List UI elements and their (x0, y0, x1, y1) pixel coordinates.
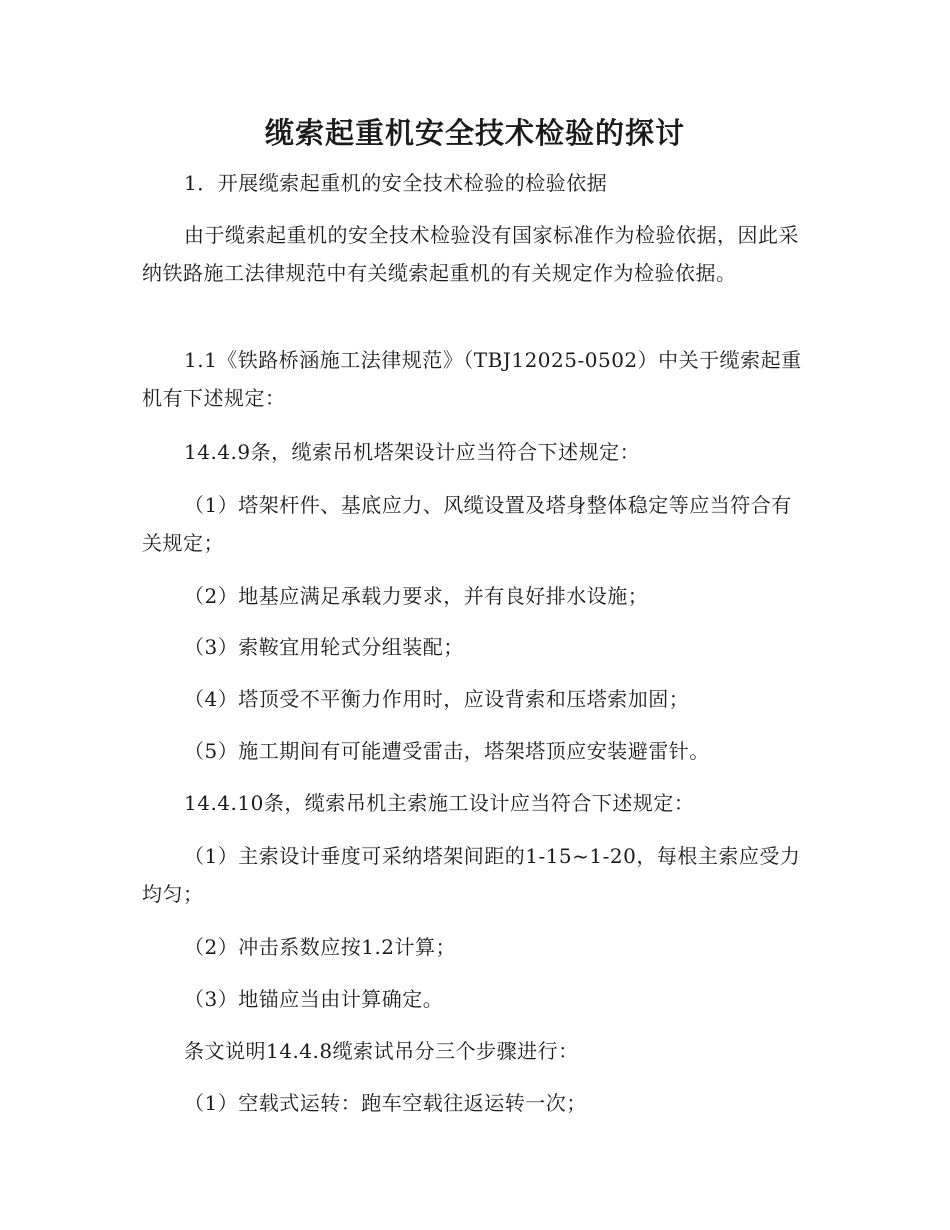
document-title: 缆索起重机安全技术检验的探讨 (264, 116, 685, 150)
paragraph-section-1-1: 1.1《铁路桥涵施工法律规范》（TBJ12025-0502）中关于缆索起重机有下述规定： (142, 348, 802, 410)
paragraph-heading-1: 1．开展缆索起重机的安全技术检验的检验依据 (184, 171, 608, 195)
paragraph-main-cable-item-3: （3）地锚应当由计算确定。 (184, 987, 444, 1011)
paragraph-main-cable-item-2: （2）冲击系数应按1.2计算； (184, 935, 457, 959)
paragraph-item-4: （4）塔顶受不平衡力作用时，应设背索和压塔索加固； (184, 687, 690, 711)
paragraph-clause-14-4-9: 14.4.9条，缆索吊机塔架设计应当符合下述规定： (184, 440, 641, 464)
paragraph-item-2: （2）地基应满足承载力要求，并有良好排水设施； (184, 584, 649, 608)
paragraph-test-step-1: （1）空载式运转：跑车空载往返运转一次； (184, 1091, 587, 1115)
paragraph-item-3: （3）索鞍宜用轮式分组装配； (184, 635, 464, 659)
paragraph-clause-14-4-10: 14.4.10条，缆索吊机主索施工设计应当符合下述规定： (184, 791, 695, 815)
paragraph-item-1: （1）塔架杆件、基底应力、风缆设置及塔身整体稳定等应当符合有关规定； (142, 493, 792, 555)
paragraph-clause-explanation: 条文说明14.4.8缆索试吊分三个步骤进行： (184, 1039, 579, 1063)
paragraph-basis: 由于缆索起重机的安全技术检验没有国家标准作为检验依据，因此采纳铁路施工法律规范中有关缆索起重机的有关规定作为检验依据。 (142, 223, 799, 285)
paragraph-main-cable-item-1: （1）主索设计垂度可采纳塔架间距的1-15~1-20，每根主索应受力均匀； (142, 844, 801, 906)
paragraph-item-5: （5）施工期间有可能遭受雷击，塔架塔顶应安装避雷针。 (184, 739, 710, 763)
